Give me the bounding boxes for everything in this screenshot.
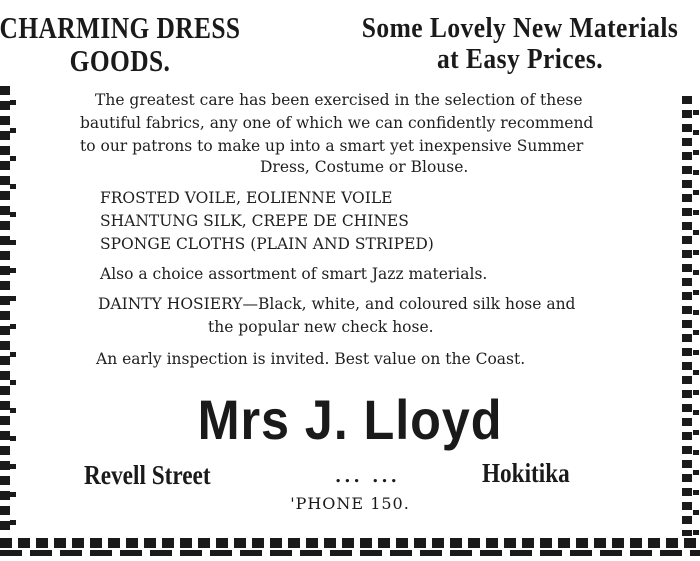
town-name: Hokitika bbox=[482, 458, 570, 488]
headline-left-line1: CHARMING DRESS bbox=[0, 10, 241, 45]
proprietor-signature: Mrs J. Lloyd bbox=[197, 388, 503, 451]
right-decorative-border-outer bbox=[693, 110, 699, 540]
jazz-line: Also a choice assortment of smart Jazz materials. bbox=[100, 265, 488, 283]
headline-right-line1: Some Lovely New Materials bbox=[361, 12, 679, 44]
inspection-line: An early inspection is invited. Best value on the Coast. bbox=[96, 350, 526, 368]
intro-line-4: Dress, Costume or Blouse. bbox=[260, 158, 469, 176]
intro-line-1: The greatest care has been exercised in the selection of these bbox=[95, 91, 583, 109]
right-decorative-border bbox=[682, 96, 692, 536]
address-separator: ... ... bbox=[335, 466, 400, 487]
bottom-decorative-border-lower bbox=[0, 550, 700, 556]
hosiery-line-1: DAINTY HOSIERY—Black, white, and coloured silk hose and bbox=[98, 295, 576, 313]
headline-right-line2: at Easy Prices. bbox=[436, 43, 604, 75]
street-address: Revell Street bbox=[84, 460, 211, 490]
material-item-1: FROSTED VOILE, EOLIENNE VOILE bbox=[100, 189, 393, 207]
bottom-decorative-border bbox=[0, 538, 700, 548]
headline-left-line2: GOODS. bbox=[69, 43, 171, 78]
left-decorative-border-inner bbox=[10, 100, 16, 530]
intro-line-2: bautiful fabrics, any one of which we can confidently recommend bbox=[80, 114, 594, 132]
hosiery-line-2: the popular new check hose. bbox=[208, 318, 434, 336]
intro-line-3: to our patrons to make up into a smart yet inexpensive Summer bbox=[80, 137, 584, 155]
phone-number: 'PHONE 150. bbox=[290, 494, 410, 513]
material-item-3: SPONGE CLOTHS (PLAIN AND STRIPED) bbox=[100, 235, 434, 253]
material-item-2: SHANTUNG SILK, CREPE DE CHINES bbox=[100, 212, 409, 230]
